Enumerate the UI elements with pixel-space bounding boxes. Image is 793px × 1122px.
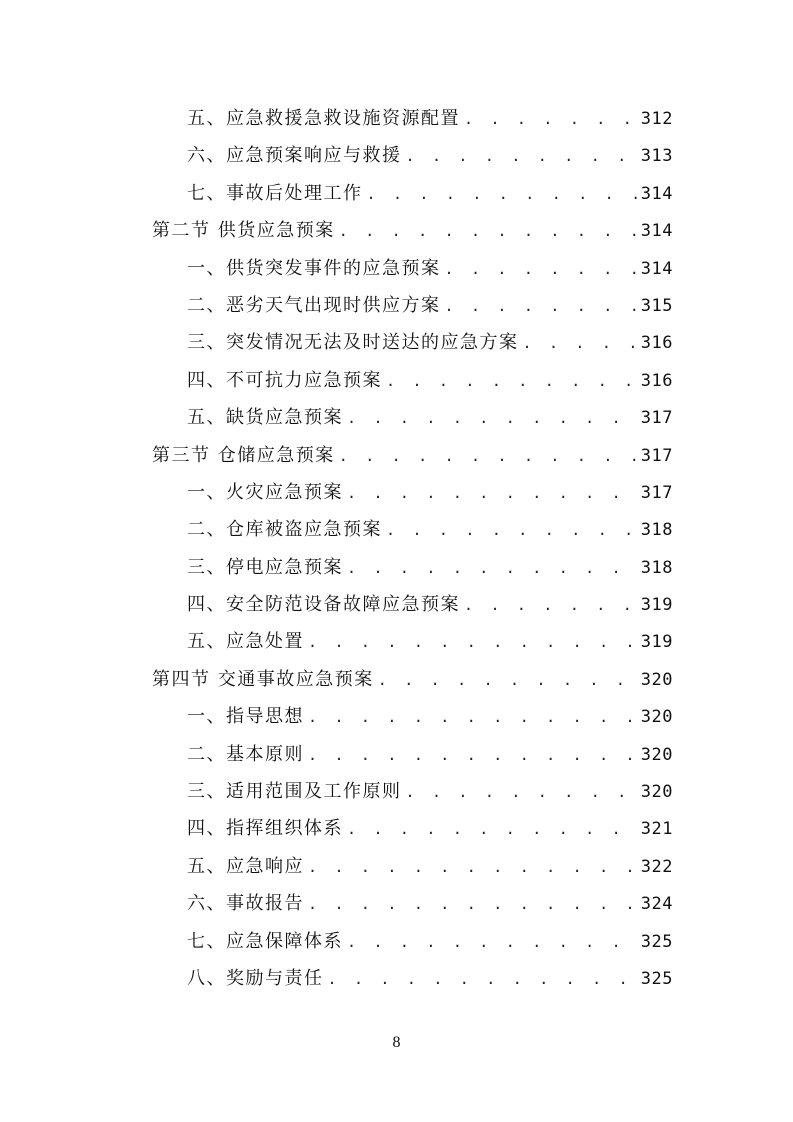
dot-leader [460,587,641,624]
dot-leader [382,512,641,549]
toc-entry[interactable] [0,586,793,623]
dot-leader [343,550,641,587]
toc-entry[interactable] [0,773,793,810]
toc-entry-page: 320 [640,707,673,728]
dot-leader [441,288,641,325]
dot-leader [335,438,641,475]
dot-leader [343,400,641,437]
dot-leader [363,176,641,213]
toc-entry[interactable] [0,885,793,922]
toc-section-title: 第三节 仓储应急预案 [152,444,335,466]
toc-entry-page: 314 [640,258,673,279]
toc-entry-title: 二、基本原则 [187,743,304,765]
toc-entry[interactable] [0,287,793,324]
toc-entry[interactable] [0,736,793,773]
toc-entry-page: 317 [640,445,673,466]
toc-entry-title: 八、奖励与责任 [187,967,324,989]
dot-leader [441,251,641,288]
toc-section-title: 第二节 供货应急预案 [152,220,335,242]
toc-entry-page: 312 [640,109,673,129]
toc-entry-title: 六、应急预案响应与救援 [187,145,402,167]
toc-entry[interactable] [0,923,793,960]
toc-entry-page: 322 [640,856,673,877]
toc-entry-page: 314 [640,183,673,204]
toc-entry-page: 320 [640,669,673,690]
toc-entry-page: 318 [640,557,673,578]
toc-entry-page: 315 [640,295,673,316]
toc-entry-page: 319 [640,595,673,616]
dot-leader [343,811,641,848]
toc-entry-page: 325 [640,968,673,989]
toc-entry-page: 320 [640,782,673,803]
toc-entry[interactable] [0,511,793,548]
dot-leader [343,475,641,512]
toc-entry-title: 三、停电应急预案 [187,556,343,578]
toc-entry[interactable] [0,100,793,137]
dot-leader [304,886,641,923]
toc-section-title: 第四节 交通事故应急预案 [152,668,374,690]
toc-entry[interactable] [0,848,793,885]
toc-entry[interactable] [0,137,793,174]
toc-entry-title: 五、缺货应急预案 [187,407,343,429]
toc-section-entry[interactable] [0,661,793,698]
toc-entry-title: 五、应急响应 [187,855,304,877]
table-of-contents [0,100,793,997]
toc-section-entry[interactable] [0,212,793,249]
toc-entry-page: 313 [640,146,673,167]
toc-entry-page: 314 [640,221,673,242]
toc-entry[interactable] [0,960,793,997]
toc-entry-page: 324 [640,894,673,915]
toc-entry[interactable] [0,362,793,399]
toc-entry-page: 316 [640,333,673,354]
toc-entry[interactable] [0,175,793,212]
toc-entry[interactable] [0,474,793,511]
dot-leader [324,961,641,998]
dot-leader [402,774,641,811]
page-number: 8 [392,1034,401,1051]
toc-entry-page: 320 [640,744,673,765]
toc-entry-title: 一、供货突发事件的应急预案 [187,257,441,279]
toc-entry-page: 325 [640,931,673,952]
dot-leader [304,737,641,774]
toc-entry-title: 三、适用范围及工作原则 [187,781,402,803]
toc-entry[interactable] [0,399,793,436]
toc-entry-page: 318 [640,520,673,541]
toc-entry-title: 四、指挥组织体系 [187,818,343,840]
toc-entry-page: 317 [640,482,673,503]
toc-entry[interactable] [0,324,793,361]
toc-entry-title: 五、应急救援急救设施资源配置 [187,108,460,129]
toc-entry-title: 七、事故后处理工作 [187,182,363,204]
dot-leader [304,624,641,661]
toc-entry[interactable] [0,810,793,847]
toc-entry-title: 四、不可抗力应急预案 [187,369,382,391]
dot-leader [304,699,641,736]
dot-leader [382,363,641,400]
toc-entry[interactable] [0,623,793,660]
toc-entry[interactable] [0,250,793,287]
dot-leader [402,138,641,175]
toc-entry-title: 五、应急处置 [187,631,304,653]
toc-entry-title: 二、仓库被盗应急预案 [187,519,382,541]
toc-entry-title: 一、火灾应急预案 [187,481,343,503]
toc-entry-title: 七、应急保障体系 [187,930,343,952]
toc-entry-title: 六、事故报告 [187,893,304,915]
dot-leader [343,924,641,961]
toc-entry-title: 二、恶劣天气出现时供应方案 [187,294,441,316]
toc-entry-title: 一、指导思想 [187,706,304,728]
dot-leader [460,101,641,138]
dot-leader [519,325,641,362]
dot-leader [304,849,641,886]
toc-section-entry[interactable] [0,437,793,474]
dot-leader [335,213,641,250]
toc-entry[interactable] [0,698,793,735]
toc-entry-page: 317 [640,408,673,429]
toc-entry-title: 四、安全防范设备故障应急预案 [187,594,460,616]
dot-leader [374,662,641,699]
toc-entry-page: 319 [640,632,673,653]
toc-entry-title: 三、突发情况无法及时送达的应急方案 [187,332,519,354]
toc-entry[interactable] [0,549,793,586]
toc-entry-page: 316 [640,370,673,391]
toc-entry-page: 321 [640,819,673,840]
